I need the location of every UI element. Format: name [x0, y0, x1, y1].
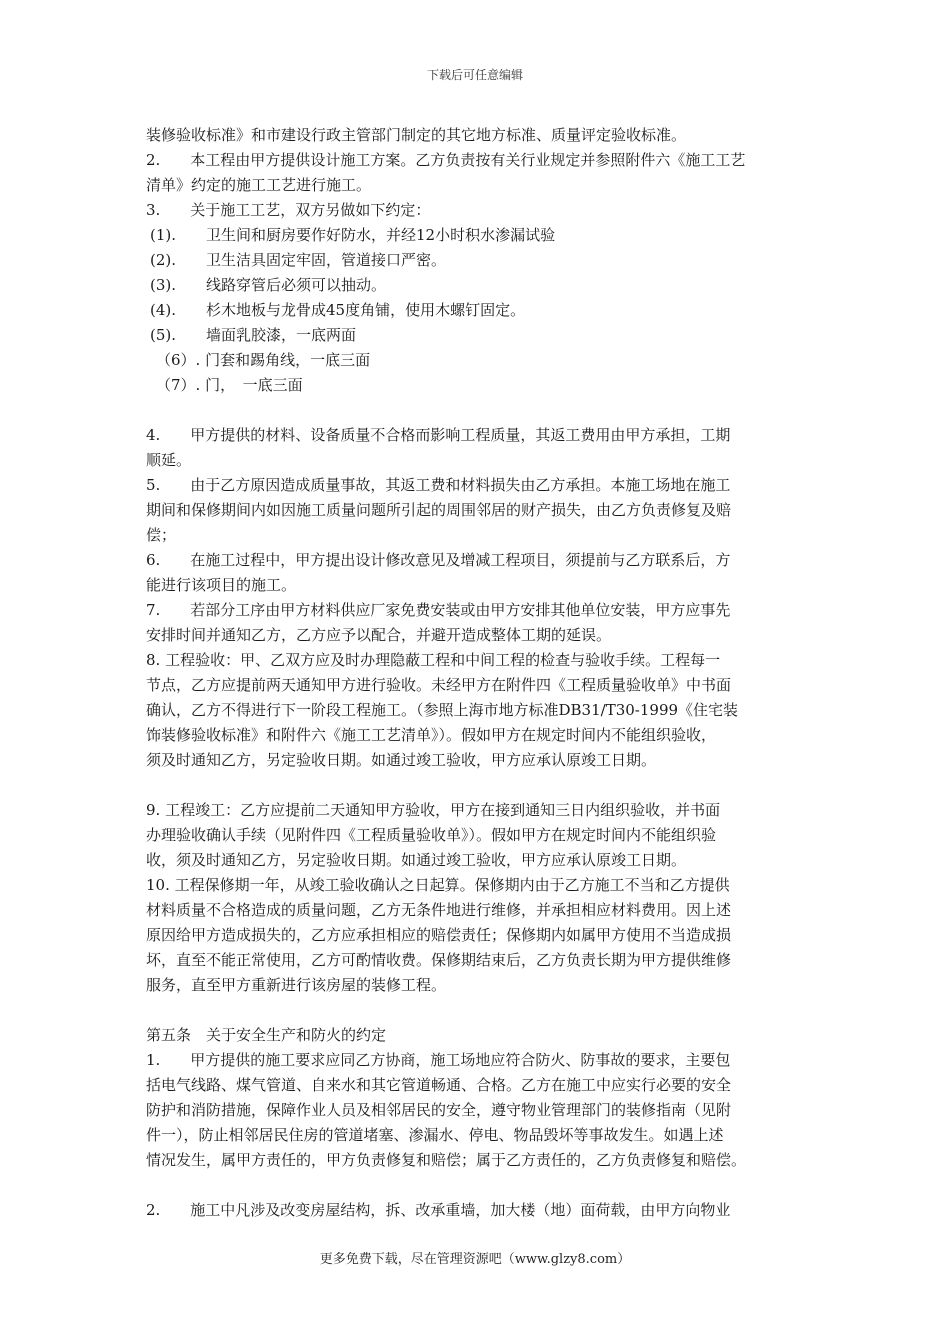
text-line: 第五条 关于安全生产和防火的约定: [146, 1026, 387, 1044]
page-footer: 更多免费下载，尽在管理资源吧（www.glzy8.com）: [319, 1252, 631, 1267]
text-line: 装修验收标准》和市建设行政主管部门制定的其它地方标准、质量评定验收标准。: [146, 126, 687, 144]
text-line: (1). 卫生间和厨房要作好防水，并经12小时积水渗漏试验: [150, 226, 556, 244]
text-line: 9. 工程竣工：乙方应提前二天通知甲方验收，甲方在接到通知三日内组织验收，并书面: [146, 801, 721, 819]
text-line: （6）. 门套和踢角线，一底三面: [156, 351, 371, 369]
text-line: (2). 卫生洁具固定牢固，管道接口严密。: [150, 251, 447, 269]
text-line: 1. 甲方提供的施工要求应同乙方协商，施工场地应符合防火、防事故的要求，主要包: [146, 1051, 731, 1069]
blank-line: [146, 398, 810, 423]
text-line: 材料质量不合格造成的质量问题，乙方无条件地进行维修，并承担相应材料费用。因上述: [146, 901, 732, 919]
text-line: 安排时间并通知乙方，乙方应予以配合，并避开造成整体工期的延误。: [146, 626, 612, 644]
text-line: (5). 墙面乳胶漆，一底两面: [150, 326, 357, 344]
text-line: 4. 甲方提供的材料、设备质量不合格而影响工程质量，其返工费用由甲方承担，工期: [146, 426, 731, 444]
text-line: 2. 施工中凡涉及改变房屋结构，拆、改承重墙，加大楼（地）面荷载，由甲方向物业: [146, 1201, 731, 1219]
text-line: 确认，乙方不得进行下一阶段工程施工。（参照上海市地方标准DB31/T30-1999《住宅装: [146, 701, 739, 719]
text-line: 6. 在施工过程中，甲方提出设计修改意见及增减工程项目，须提前与乙方联系后，方: [146, 551, 731, 569]
text-line: 3. 关于施工工艺，双方另做如下约定：: [146, 201, 431, 219]
text-line: 8. 工程验收：甲、乙双方应及时办理隐蔽工程和中间工程的检查与验收手续。工程每一: [146, 651, 721, 669]
text-line: 件一），防止相邻居民住房的管道堵塞、渗漏水、停电、物品毁坏等事故发生。如遇上述: [146, 1126, 724, 1144]
blank-line: [146, 998, 810, 1023]
text-line: 顺延。: [146, 451, 192, 469]
text-line: 括电气线路、煤气管道、自来水和其它管道畅通、合格。乙方在施工中应实行必要的安全: [146, 1076, 732, 1094]
text-line: （7）. 门， 一底三面: [156, 376, 303, 394]
text-line: 须及时通知乙方，另定验收日期。如通过竣工验收，甲方应承认原竣工日期。: [146, 751, 657, 769]
text-line: 服务，直至甲方重新进行该房屋的装修工程。: [146, 976, 447, 994]
document-body: [146, 123, 810, 1223]
text-line: 5. 由于乙方原因造成质量事故，其返工费和材料损失由乙方承担。本施工场地在施工: [146, 476, 731, 494]
text-line: 坏，直至不能正常使用，乙方可酌情收费。保修期结束后，乙方负责长期为甲方提供维修: [146, 951, 732, 969]
text-line: 偿；: [146, 526, 177, 544]
text-line: 7. 若部分工序由甲方材料供应厂家免费安装或由甲方安排其他单位安装，甲方应事先: [146, 601, 731, 619]
text-line: 办理验收确认手续（见附件四《工程质量验收单》）。假如甲方在规定时间内不能组织验: [146, 826, 717, 844]
text-line: 防护和消防措施，保障作业人员及相邻居民的安全，遵守物业管理部门的装修指南（见附: [146, 1101, 732, 1119]
text-line: (4). 杉木地板与龙骨成45度角铺，使用木螺钉固定。: [150, 301, 526, 319]
blank-line: [146, 1173, 810, 1198]
text-line: 收，须及时通知乙方，另定验收日期。如通过竣工验收，甲方应承认原竣工日期。: [146, 851, 687, 869]
blank-line: [146, 773, 810, 798]
text-line: 清单》约定的施工工艺进行施工。: [146, 176, 372, 194]
text-line: 2. 本工程由甲方提供设计施工方案。乙方负责按有关行业规定并参照附件六《施工工艺: [146, 151, 746, 169]
text-line: (3). 线路穿管后必须可以抽动。: [150, 276, 387, 294]
page-header: 下载后可任意编辑: [426, 68, 523, 82]
text-line: 节点，乙方应提前两天通知甲方进行验收。未经甲方在附件四《工程质量验收单》中书面: [146, 676, 732, 694]
text-line: 情况发生，属甲方责任的，甲方负责修复和赔偿；属于乙方责任的，乙方负责修复和赔偿。: [146, 1151, 747, 1169]
text-line: 饰装修验收标准》和附件六《施工工艺清单》）。假如甲方在规定时间内不能组织验收，: [146, 726, 717, 744]
text-line: 能进行该项目的施工。: [146, 576, 297, 594]
text-line: 原因给甲方造成损失的，乙方应承担相应的赔偿责任；保修期内如属甲方使用不当造成损: [146, 926, 732, 944]
text-line: 10. 工程保修期一年，从竣工验收确认之日起算。保修期内由于乙方施工不当和乙方提供: [146, 876, 730, 894]
text-line: 期间和保修期间内如因施工质量问题所引起的周围邻居的财产损失，由乙方负责修复及赔: [146, 501, 732, 519]
